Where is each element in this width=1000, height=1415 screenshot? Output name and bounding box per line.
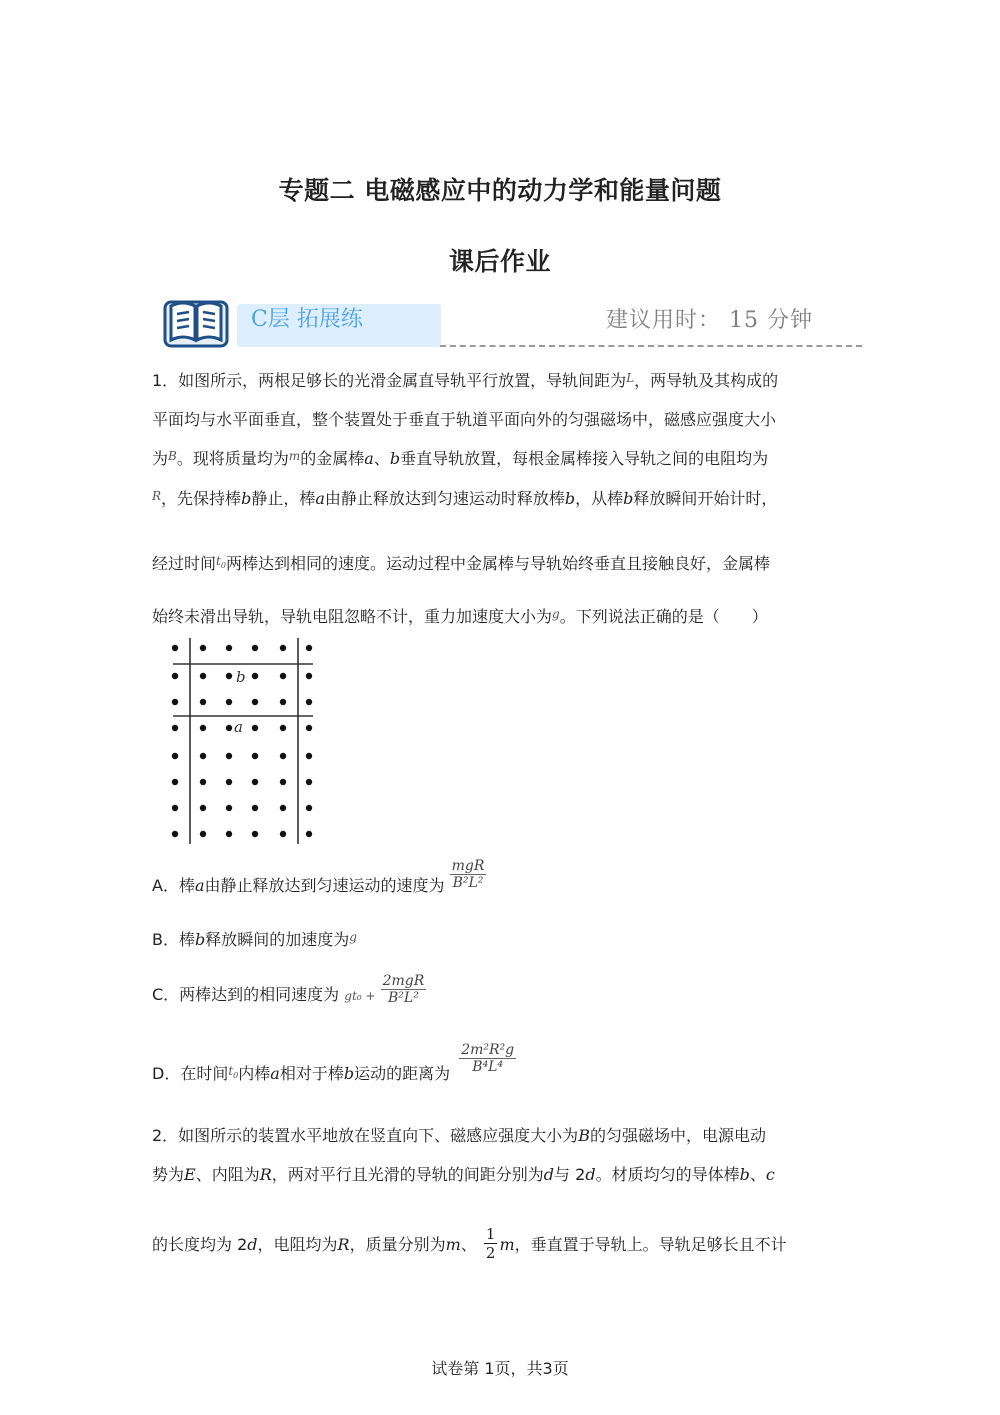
field-dot [252, 831, 258, 837]
book-icon [163, 296, 229, 350]
q1-line-1: 1．如图所示，两根足够长的光滑金属直导轨平行放置，导轨间距为$^L$，两导轨及其构成的 [152, 371, 779, 390]
field-dot [200, 699, 206, 705]
field-dot [280, 831, 286, 837]
field-dot [226, 805, 232, 811]
field-dot [252, 753, 258, 759]
field-dot [226, 725, 232, 731]
page-subtitle: 课后作业 [448, 247, 551, 276]
label-b: b [236, 668, 246, 686]
half-denominator: 2 [485, 1244, 496, 1262]
field-dot [306, 673, 312, 679]
field-dot [252, 805, 258, 811]
field-dot [280, 645, 286, 651]
option-a-denominator: B²L² [452, 875, 484, 891]
option-d-numerator: 2m²R²g [461, 1042, 515, 1058]
option-c-denominator: B²L² [388, 990, 419, 1006]
q1-line-4: $^R$，先保持棒b静止，棒a由静止释放达到匀速运动时释放棒b，从棒b释放瞬间开始计时， [152, 489, 778, 508]
field-dot [226, 673, 232, 679]
option-d-denominator: B⁴L⁴ [472, 1059, 504, 1075]
field-dot [280, 673, 286, 679]
page-title: 专题二 电磁感应中的动力学和能量问题 [278, 176, 722, 205]
page-footer: 试卷第 1页，共3页 [431, 1359, 569, 1378]
field-dot [200, 831, 206, 837]
field-dot [306, 831, 312, 837]
field-dot [306, 753, 312, 759]
field-dot [252, 699, 258, 705]
field-dot [200, 673, 206, 679]
q2-line-3: 的长度均为 2d，电阻均为R，质量分别为m、 $\frac{1}{2}$ m，垂直置于导轨上。导轨足够长且不计 [152, 1225, 787, 1262]
divider [440, 345, 862, 347]
half-numerator: 1 [485, 1225, 496, 1243]
field-dot [226, 699, 232, 705]
field-dot [306, 725, 312, 731]
field-dot [172, 645, 178, 651]
field-dot [252, 779, 258, 785]
field-dot [280, 805, 286, 811]
suggested-time: 建议用时： 15 分钟 [606, 308, 813, 333]
field-dot [306, 699, 312, 705]
option-b[interactable]: B．棒b释放瞬间的加速度为$^g$ [152, 930, 357, 949]
field-dot [226, 645, 232, 651]
field-dot [200, 725, 206, 731]
q1-line-5: 经过时间$^t$0两棒达到相同的速度。运动过程中金属棒与导轨始终垂直且接触良好，金属棒 [152, 554, 770, 573]
field-dot [306, 805, 312, 811]
field-dot [280, 779, 286, 785]
option-a[interactable]: A．棒a由静止释放达到匀速运动的速度为 $\frac{\text{mgR}}{\text{B²L²}}$ [152, 858, 485, 895]
field-dot [280, 699, 286, 705]
q1-line-6: 始终未滑出导轨，导轨电阻忽略不计，重力加速度大小为$^g$。下列说法正确的是（ ） [152, 607, 768, 626]
field-dot [172, 831, 178, 837]
field-dot [172, 725, 178, 731]
field-dot [200, 805, 206, 811]
q1-line-3: 为$^B$。现将质量均为$^m$的金属棒a、b垂直导轨放置，每根金属棒接入导轨之间的电阻均为 [152, 449, 769, 468]
label-a: a [234, 718, 243, 736]
field-dot [226, 831, 232, 837]
field-dot [200, 645, 206, 651]
field-dot [172, 753, 178, 759]
field-dot [280, 725, 286, 731]
field-dot [252, 725, 258, 731]
field-dot [172, 699, 178, 705]
q2-line-1: 2．如图所示的装置水平地放在竖直向下、磁感应强度大小为B的匀强磁场中，电源电动 [152, 1126, 766, 1145]
field-dot [252, 645, 258, 651]
option-c[interactable]: C．两棒达到的相同速度为 gt₀ + $\frac{\text{2mgR}}{\text{B²L²}}$ [152, 973, 425, 1006]
field-dot [172, 779, 178, 785]
magnetic-field-figure [165, 636, 325, 848]
field-dot [226, 753, 232, 759]
field-dot [306, 645, 312, 651]
field-dot [172, 673, 178, 679]
field-dot [252, 673, 258, 679]
field-dot [306, 779, 312, 785]
field-dot [226, 779, 232, 785]
field-dot [280, 753, 286, 759]
level-label: C层 拓展练 [251, 307, 363, 332]
option-d[interactable]: D．在时间$^t$0内棒a相对于棒b运动的距离为 $\frac{\text{2m²R²g}}{\text{B⁴L⁴}}$ [152, 1042, 515, 1083]
field-dot [200, 779, 206, 785]
option-c-numerator: 2mgR [382, 973, 425, 989]
field-dot [172, 805, 178, 811]
q2-line-2: 势为E、内阻为R，两对平行且光滑的导轨的间距分别为d与 2d。材质均匀的导体棒b、c [152, 1165, 775, 1184]
option-a-numerator: mgR [451, 858, 485, 874]
q1-line-2: 平面均与水平面垂直，整个装置处于垂直于轨道平面向外的匀强磁场中，磁感应强度大小 [152, 410, 777, 429]
field-dot [200, 753, 206, 759]
